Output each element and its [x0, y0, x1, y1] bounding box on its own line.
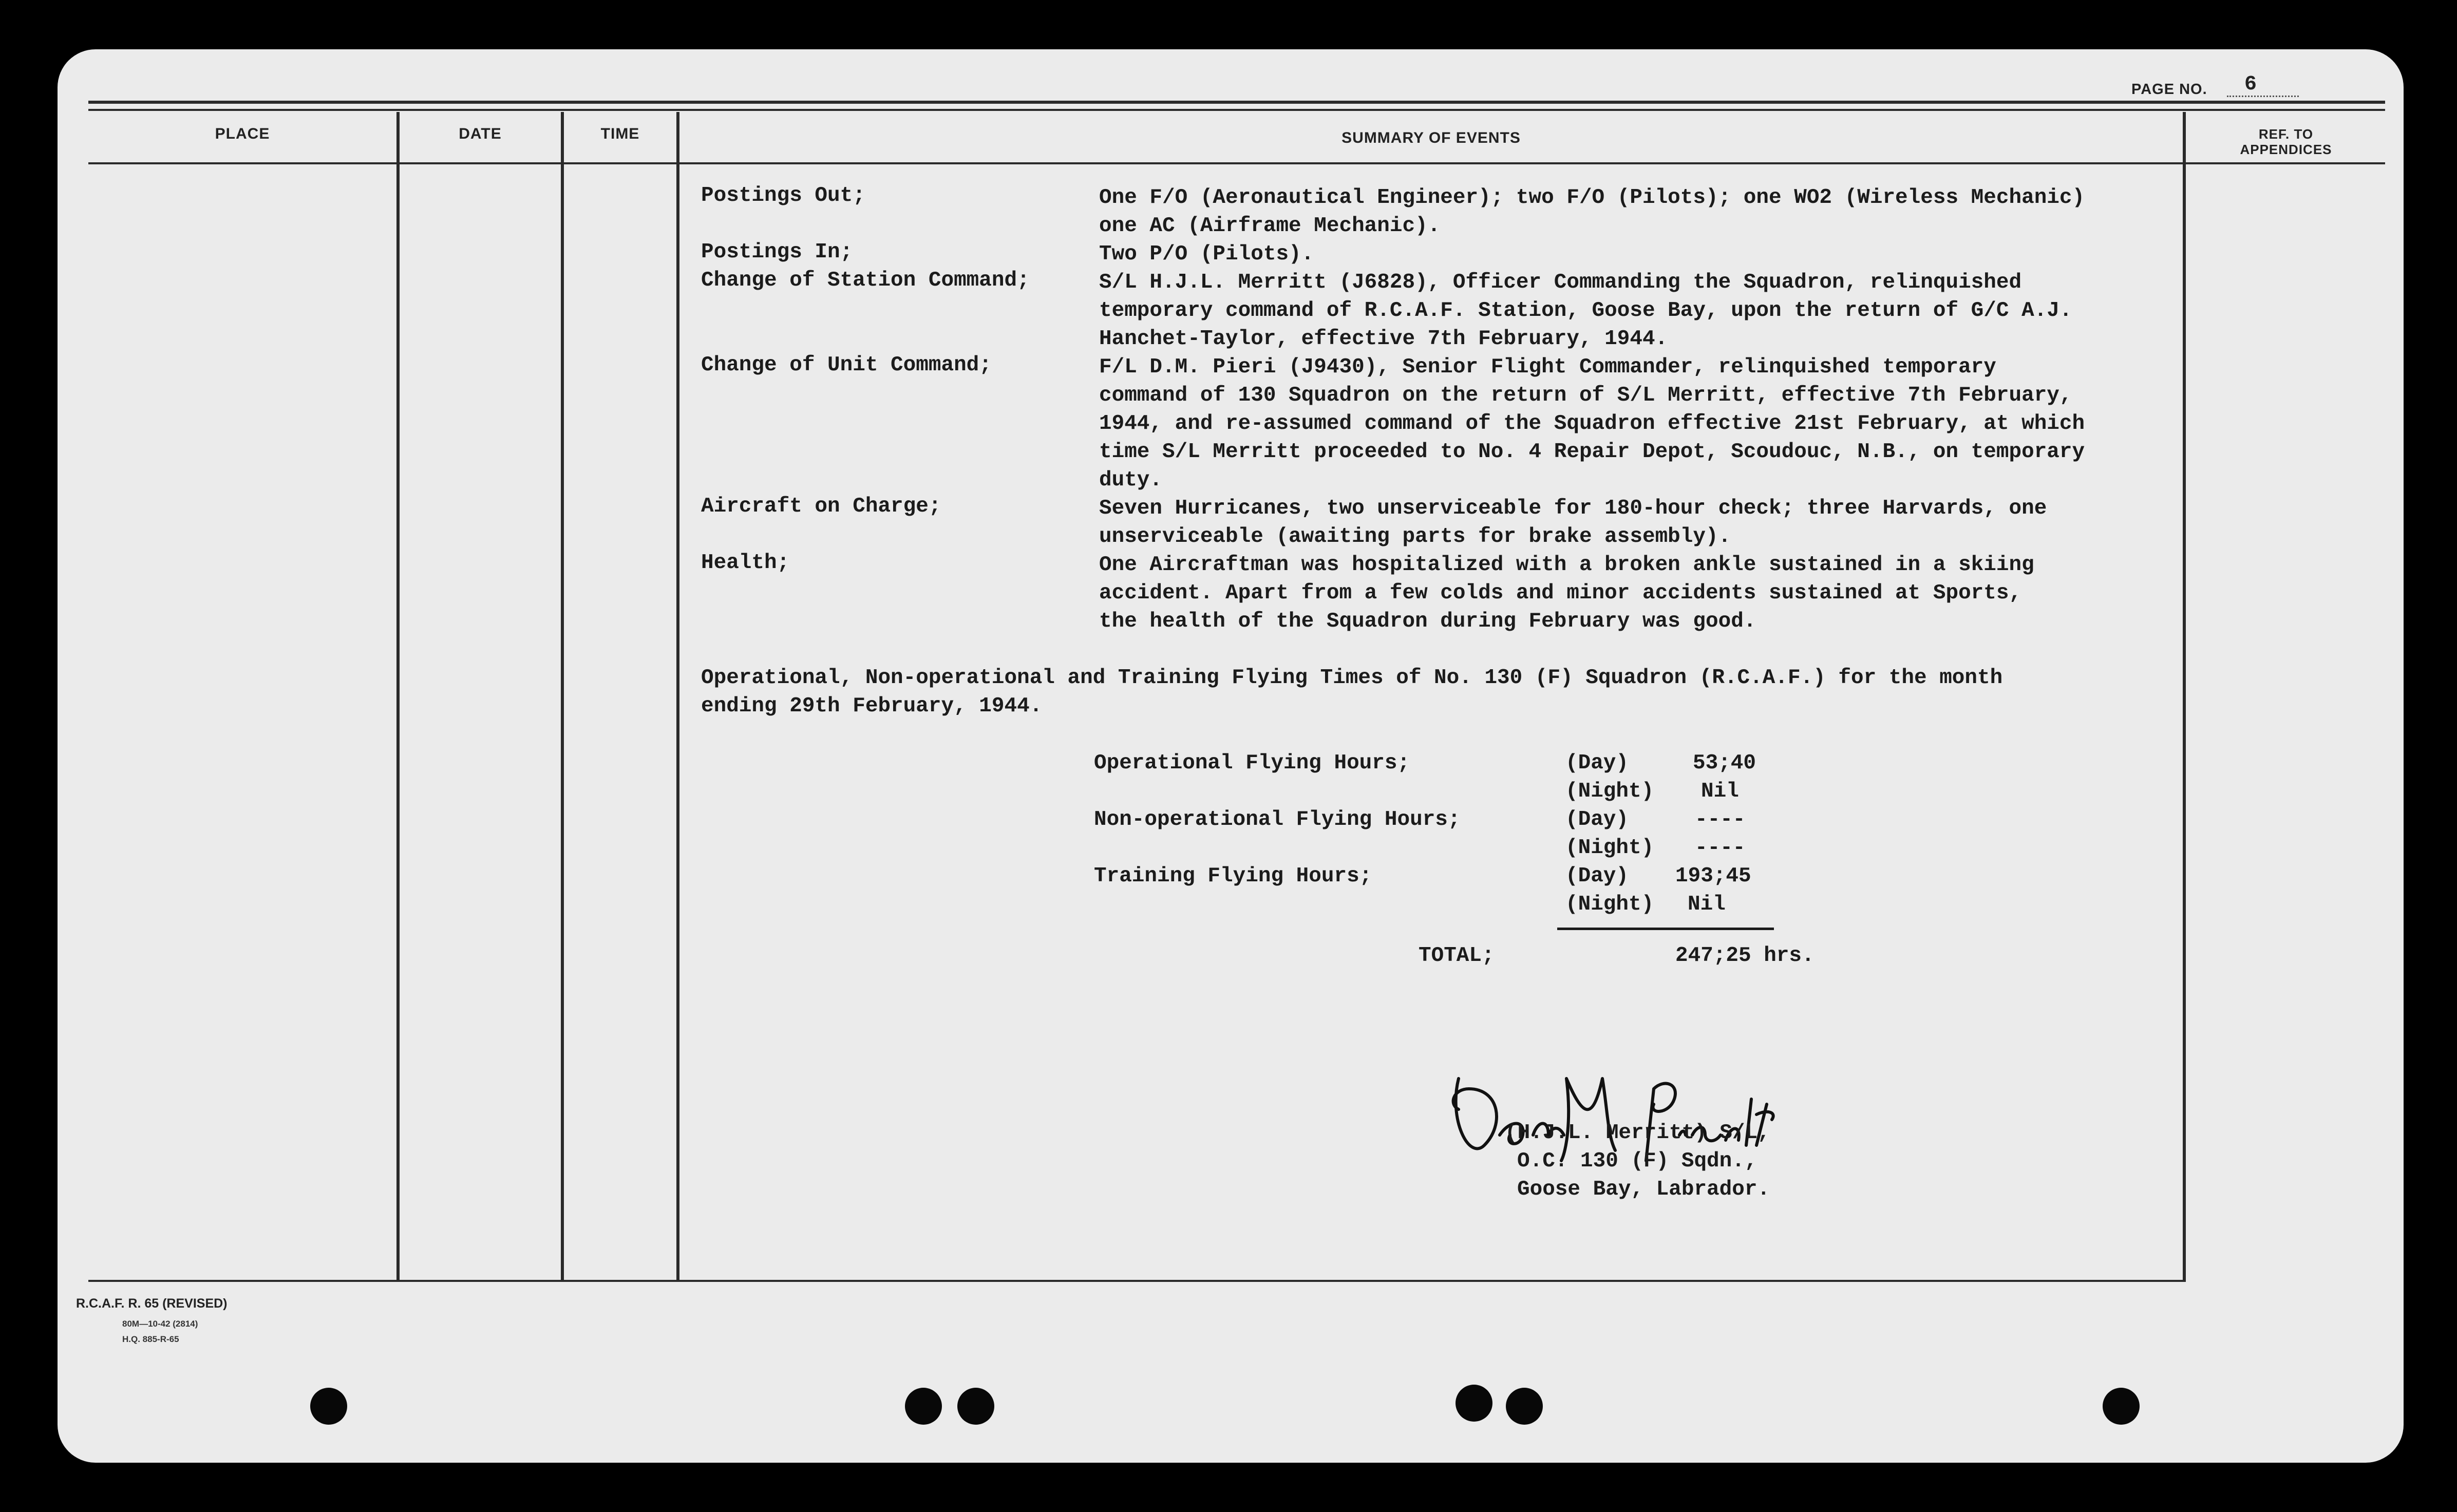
non-operational-hours-label: Non-operational Flying Hours;	[1094, 808, 1461, 831]
total-label: TOTAL;	[1419, 944, 1495, 968]
column-header-ref	[2186, 126, 2386, 157]
entry-line: accident. Apart from a few colds and minor accidents sustained at Sports,	[1099, 581, 2022, 605]
flying-intro-line: Operational, Non-operational and Training Flying Times of No. 130 (F) Squadron (R.C.A.F.) for the month	[701, 666, 2003, 690]
binder-hole	[1506, 1388, 1543, 1425]
column-header-place: PLACE	[215, 125, 270, 142]
training-night-value: Nil	[1688, 893, 1726, 916]
form-code: R.C.A.F. R. 65 (REVISED)	[76, 1296, 228, 1311]
entry-label-health: Health;	[701, 551, 790, 575]
entry-text-health	[1099, 551, 2208, 636]
binder-hole	[1456, 1385, 1492, 1422]
entry-line: Seven Hurricanes, two unserviceable for 180-hour check; three Harvards, one	[1099, 497, 2047, 520]
binder-hole	[905, 1388, 942, 1425]
operational-day-value: 53;40	[1693, 751, 1756, 775]
entry-text-postings-in	[1099, 240, 2208, 269]
signatory-position: O.C. 130 (F) Sqdn.,	[1517, 1149, 1757, 1173]
entry-label-postings-out: Postings Out;	[701, 184, 865, 207]
non-operational-night-value: ----	[1695, 836, 1746, 860]
column-header-ref-line2: APPENDICES	[2240, 142, 2332, 157]
page-number: 6	[2244, 73, 2257, 96]
column-header-summary: SUMMARY OF EVENTS	[1341, 129, 1521, 146]
entry-line: 1944, and re-assumed command of the Squadron effective 21st February, at which	[1099, 412, 2085, 436]
operational-night-label: (Night)	[1565, 780, 1654, 803]
entry-label-postings-in: Postings In;	[701, 240, 853, 264]
entry-text-aircraft-on-charge	[1099, 495, 2208, 551]
bottom-rule	[88, 1280, 2185, 1282]
column-header-ref-line1: REF. TO	[2258, 126, 2314, 142]
entry-line: One F/O (Aeronautical Engineer); two F/O (Pilots); one WO2 (Wireless Mechanic)	[1099, 186, 2085, 210]
top-rule-inner	[88, 109, 2385, 111]
non-operational-night-label: (Night)	[1565, 836, 1654, 860]
non-operational-day-value: ----	[1695, 808, 1746, 831]
signatory-location: Goose Bay, Labrador.	[1517, 1178, 1770, 1201]
entry-line: the health of the Squadron during February was good.	[1099, 610, 1756, 633]
binder-hole	[310, 1388, 347, 1425]
training-hours-label: Training Flying Hours;	[1094, 864, 1372, 888]
total-rule	[1557, 928, 1774, 930]
entry-line: unserviceable (awaiting parts for brake assembly).	[1099, 525, 1731, 549]
entry-label-aircraft-on-charge: Aircraft on Charge;	[701, 495, 941, 518]
column-header-date: DATE	[459, 125, 502, 142]
flying-intro-line: ending 29th February, 1944.	[701, 694, 1043, 718]
page-number-dots	[2227, 96, 2299, 97]
entry-line: command of 130 Squadron on the return of S/L Merritt, effective 7th February,	[1099, 384, 2072, 407]
column-divider-place-date	[396, 112, 400, 1282]
operational-night-value: Nil	[1701, 780, 1739, 803]
entry-line: S/L H.J.L. Merritt (J6828), Officer Commanding the Squadron, relinquished	[1099, 271, 2022, 294]
entry-text-unit-command	[1099, 353, 2208, 495]
entry-line: duty.	[1099, 468, 1163, 492]
entry-label-station-command: Change of Station Command;	[701, 269, 1030, 292]
entry-line: One Aircraftman was hospitalized with a broken ankle sustained in a skiing	[1099, 553, 2034, 577]
column-divider-time-summary	[676, 112, 679, 1282]
non-operational-day-label: (Day)	[1565, 808, 1629, 831]
entry-line: time S/L Merritt proceeded to No. 4 Repair Depot, Scoudouc, N.B., on temporary	[1099, 440, 2085, 464]
column-divider-date-time	[561, 112, 564, 1282]
entry-line: one AC (Airframe Mechanic).	[1099, 214, 1441, 238]
binder-hole	[957, 1388, 994, 1425]
form-hq-number: H.Q. 885-R-65	[122, 1334, 179, 1344]
column-header-time: TIME	[600, 125, 640, 142]
page-number-label: PAGE NO.	[2131, 81, 2207, 98]
entry-line: Hanchet-Taylor, effective 7th February, 1944.	[1099, 327, 1668, 351]
entry-line: F/L D.M. Pieri (J9430), Senior Flight Commander, relinquished temporary	[1099, 355, 1996, 379]
training-day-label: (Day)	[1565, 864, 1629, 888]
operational-hours-label: Operational Flying Hours;	[1094, 751, 1410, 775]
binder-hole	[2103, 1388, 2140, 1425]
header-bottom-rule	[88, 162, 2385, 164]
entry-text-postings-out	[1099, 184, 2208, 240]
training-day-value: 193;45	[1675, 864, 1751, 888]
training-night-label: (Night)	[1565, 893, 1654, 916]
operational-day-label: (Day)	[1565, 751, 1629, 775]
form-print-run: 80M—10-42 (2814)	[122, 1319, 198, 1329]
signatory-name: (H.J.L. Merritt) S/L,	[1505, 1121, 1770, 1145]
total-value: 247;25 hrs.	[1675, 944, 1815, 968]
entry-text-station-command	[1099, 269, 2208, 353]
entry-line: Two P/O (Pilots).	[1099, 242, 1314, 266]
flying-times-intro	[701, 664, 2190, 721]
entry-label-unit-command: Change of Unit Command;	[701, 353, 992, 377]
top-rule-outer	[88, 101, 2385, 104]
entry-line: temporary command of R.C.A.F. Station, Goose Bay, upon the return of G/C A.J.	[1099, 299, 2072, 323]
